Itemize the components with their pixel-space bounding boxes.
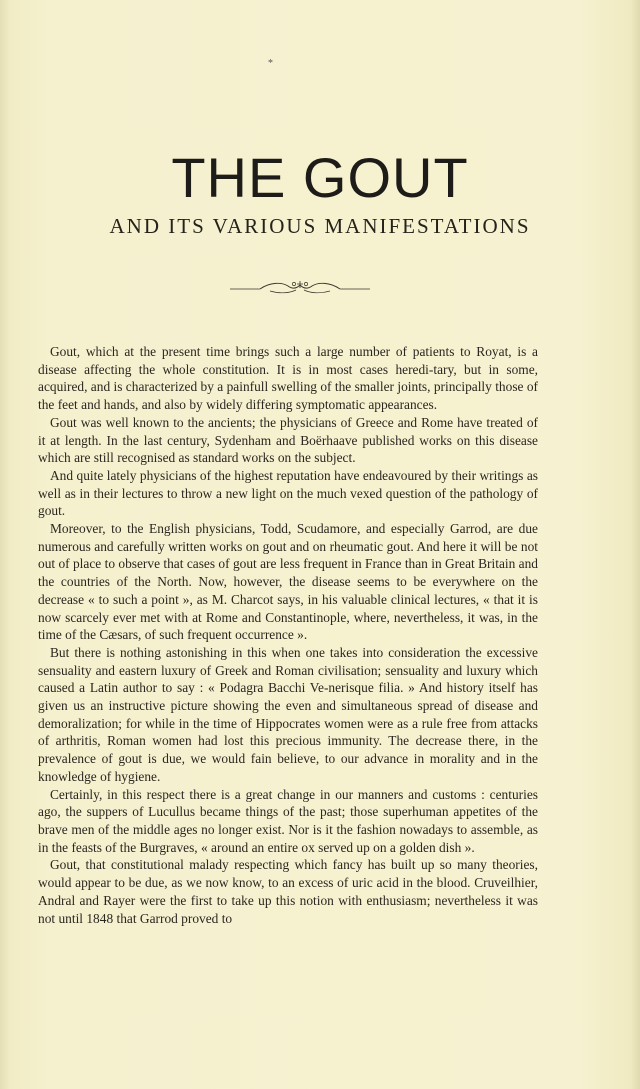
body-text: [38, 343, 538, 927]
paragraph: But there is nothing astonishing in this when one takes into consideration the excessive sensuality and eastern luxury of Greek and Roman civilisation; sensuality and luxury which caused a Latin author to say : « Podagra Bacchi Ve-nerisque filia. » And history itself has given us an instructive picture showing the even and simultaneous spread of disease and demoralization; for while in the time of Hippocrates women were as a rule free from attacks of arthritis, Roman women had lost this precious immunity. The decrease there, in the prevalence of gout is due, we would fain believe, to our advance in morality and in the knowledge of hygiene.: [38, 644, 538, 784]
decorative-rule-ornament-icon: [230, 280, 370, 296]
paragraph: Moreover, to the English physicians, Todd, Scudamore, and especially Garrod, are due numerous and carefully written works on gout and on rheumatic gout. And here it will be not out of place to observe that cases of gout are less frequent in France than in Great Britain and the countries of the North. Now, however, the disease seems to be everywhere on the decrease « to such a point », as M. Charcot says, in his valuable clinical lectures, « that it is now scarcely ever met with at Rome and Constantinople, where, nevertheless, it was, in the time of the Cæsars, of such frequent occurrence ».: [38, 521, 538, 643]
page-title: THE GOUT: [171, 146, 469, 209]
paragraph: Certainly, in this respect there is a great change in our manners and customs : centuries ago, the suppers of Lucullus became things of the past; those superhuman appetites of the brave men of the middle ages no longer exist. Nor is it the fashion nowadays to assemble, as in the feasts of the Burgraves, « around an entire ox served up on a golden dish ».: [38, 786, 538, 855]
page-mark: *: [268, 58, 273, 69]
paragraph: Gout, which at the present time brings such a large number of patients to Royat, is a disease affecting the whole constitution. It is in most cases heredi-tary, but in some, acquired, and is characterized by a painfull swelling of the smaller joints, principally those of the feet and hands, and also by widely differing symptomatic appearances.: [38, 344, 538, 413]
paragraph: Gout, that constitutional malady respecting which fancy has built up so many theories, would appear to be due, as we now know, to an excess of uric acid in the blood. Cruveilhier, Andral and Rayer were the first to take up this notion with enthusiasm; nevertheless it was not until 1848 that Garrod proved to: [38, 857, 538, 926]
page-subtitle: AND ITS VARIOUS MANIFESTATIONS: [109, 214, 531, 238]
paragraph: And quite lately physicians of the highest reputation have endeavoured by their writings as well as in their lectures to throw a new light on the much vexed question of the pathology of gout.: [38, 467, 538, 519]
paragraph: Gout was well known to the ancients; the physicians of Greece and Rome have treated of it at length. In the last century, Sydenham and Boërhaave published works on this disease which are still recognised as standard works on the subject.: [38, 414, 538, 466]
